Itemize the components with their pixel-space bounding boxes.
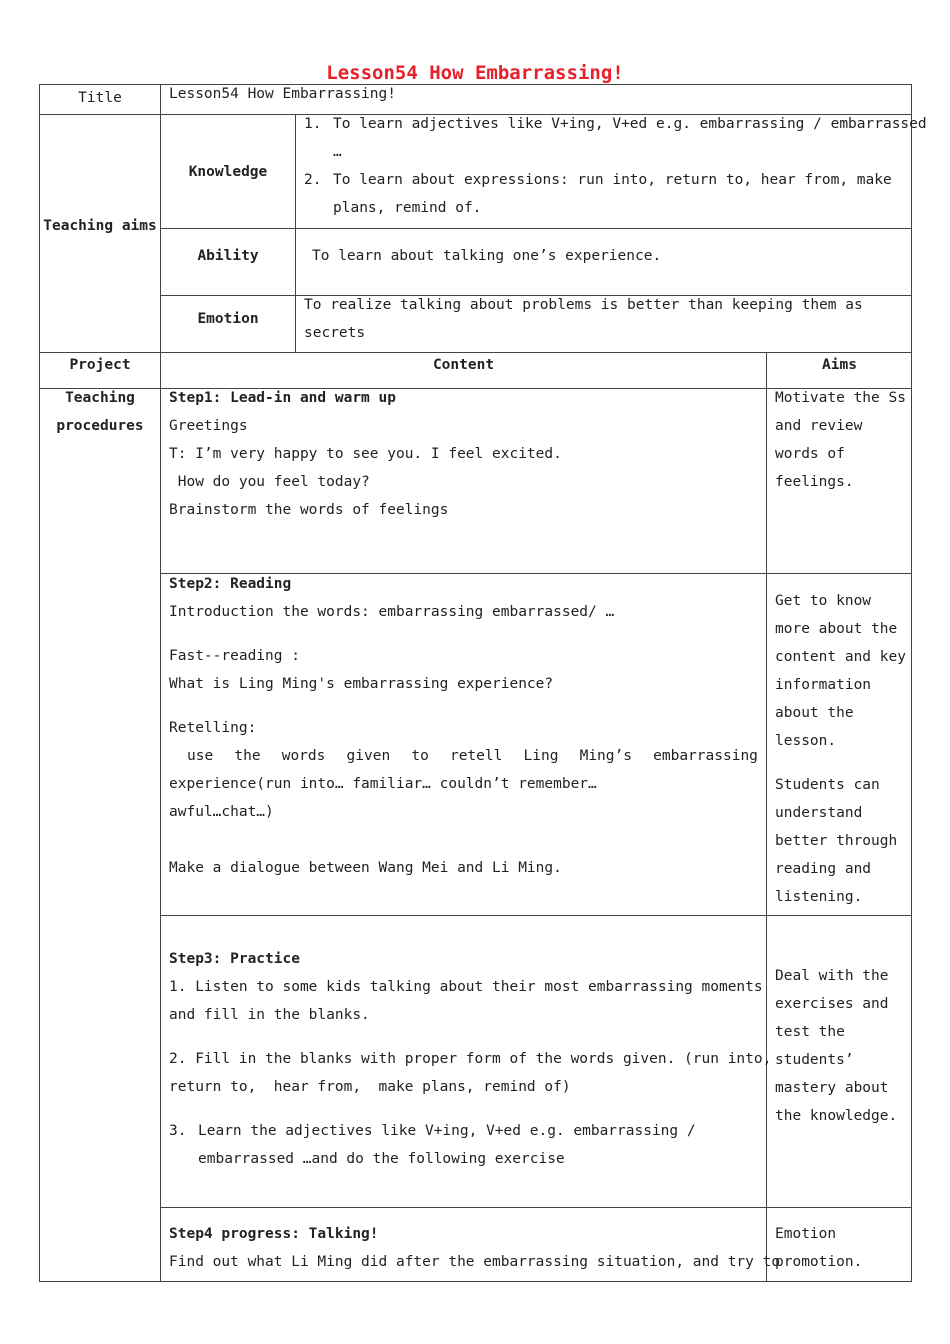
header-aims: Aims (822, 357, 857, 373)
step2-aims-line: Get to know (775, 593, 872, 609)
step2-aims-line: more about the (775, 621, 898, 637)
step3-aims-line: students’ (775, 1052, 854, 1068)
step1-aims-line: and review (775, 418, 863, 434)
step3-title: Step3: Practice (169, 951, 300, 967)
retell-word: the (234, 748, 261, 764)
document-title: Lesson54 How Embarrassing! (326, 62, 624, 84)
step2-aims-line: better through (775, 833, 898, 849)
emotion-text-line1: To realize talking about problems is better than keeping them as (304, 297, 863, 313)
step4-aims-line: promotion. (775, 1254, 863, 1270)
step2-fast-reading-question: What is Ling Ming's embarrassing experience? (169, 676, 554, 692)
retell-word: Ming’s (579, 748, 632, 764)
knowledge-item1-continuation: … (333, 144, 342, 160)
column-divider (766, 352, 767, 1282)
header-project: Project (69, 357, 131, 373)
step4-aims-line: Emotion (775, 1226, 837, 1242)
step1-title: Step1: Lead-in and warm up (169, 390, 396, 406)
title-value: Lesson54 How Embarrassing! (169, 86, 396, 102)
retell-word: Ling (523, 748, 559, 764)
step2-aims-line: Students can (775, 777, 880, 793)
step3-item1-line2: and fill in the blanks. (169, 1007, 370, 1023)
step2-title: Step2: Reading (169, 576, 292, 592)
knowledge-item2-number: 2. (304, 172, 322, 188)
step2-aims-line: listening. (775, 889, 863, 905)
step3-item3-line2: embarrassed …and do the following exercise (198, 1151, 565, 1167)
step1-line: How do you feel today? (169, 474, 370, 490)
step2-intro: Introduction the words: embarrassing embarrassed/ … (169, 604, 615, 620)
step2-retelling-line3: awful…chat…) (169, 804, 274, 820)
step3-aims-line: mastery about (775, 1080, 889, 1096)
knowledge-item1-number: 1. (304, 116, 322, 132)
title-label: Title (78, 90, 122, 106)
step4-line1: Find out what Li Ming did after the embarrassing situation, and try to (169, 1254, 781, 1270)
step2-retelling-line2: experience(run into… familiar… couldn’t remember… (169, 776, 597, 792)
header-content: Content (432, 357, 495, 373)
procedures-label-line1: Teaching (65, 390, 135, 406)
step1-line: T: I’m very happy to see you. I feel excited. (169, 446, 562, 462)
retell-word: retell (449, 748, 503, 764)
step3-item3-line1: Learn the adjectives like V+ing, V+ed e.g. embarrassing / (198, 1123, 696, 1139)
retell-word: to (411, 748, 429, 764)
step3-aims-line: exercises and (775, 996, 889, 1012)
step1-aims-line: words of (775, 446, 845, 462)
emotion-text-line2: secrets (304, 325, 366, 341)
step2-aims-line: understand (775, 805, 863, 821)
step2-aims-line: information (775, 677, 872, 693)
step3-item2-line1: 2. Fill in the blanks with proper form of the words given. (run into, (169, 1051, 772, 1067)
step2-dialogue: Make a dialogue between Wang Mei and Li Ming. (169, 860, 562, 876)
retell-word: embarrassing (653, 748, 758, 764)
step2-fast-reading-label: Fast--reading : (169, 648, 300, 664)
ability-label: Ability (197, 248, 259, 264)
step3-item1-line1: 1. Listen to some kids talking about their most embarrassing moments (169, 979, 763, 995)
step1-line: Greetings (169, 418, 248, 434)
step2-aims-line: about the (775, 705, 854, 721)
step3-item3-number: 3. (169, 1123, 187, 1139)
step1-aims-line: feelings. (775, 474, 854, 490)
knowledge-item2-continuation: plans, remind of. (333, 200, 482, 216)
step2-aims-line: lesson. (775, 733, 837, 749)
step2-aims-line: content and key (775, 649, 906, 665)
step1-aims-line: Motivate the Ss (775, 390, 906, 406)
knowledge-label: Knowledge (188, 164, 268, 180)
retell-word: use (187, 748, 214, 764)
step3-aims-line: test the (775, 1024, 845, 1040)
emotion-label: Emotion (197, 311, 259, 327)
knowledge-item2-text: To learn about expressions: run into, return to, hear from, make (333, 172, 892, 188)
step3-item2-line2: return to, hear from, make plans, remind of) (169, 1079, 571, 1095)
column-divider (295, 114, 296, 352)
step4-title: Step4 progress: Talking! (169, 1226, 379, 1242)
teaching-aims-label: Teaching aims (43, 218, 157, 234)
procedures-label-line2: procedures (56, 418, 144, 434)
step2-retelling-label: Retelling: (169, 720, 257, 736)
step2-aims-line: reading and (775, 861, 872, 877)
retell-word: words (281, 748, 326, 764)
row-divider (160, 228, 912, 229)
step3-aims-line: the knowledge. (775, 1108, 898, 1124)
step1-line: Brainstorm the words of feelings (169, 502, 449, 518)
step2-retelling-line1 (187, 742, 758, 770)
retell-word: given (346, 748, 391, 764)
row-divider (160, 915, 912, 916)
knowledge-item1-text: To learn adjectives like V+ing, V+ed e.g. embarrassing / embarrassed (333, 116, 927, 132)
row-divider (160, 1207, 912, 1208)
step3-aims-line: Deal with the (775, 968, 889, 984)
ability-text: To learn about talking one’s experience. (312, 248, 662, 264)
